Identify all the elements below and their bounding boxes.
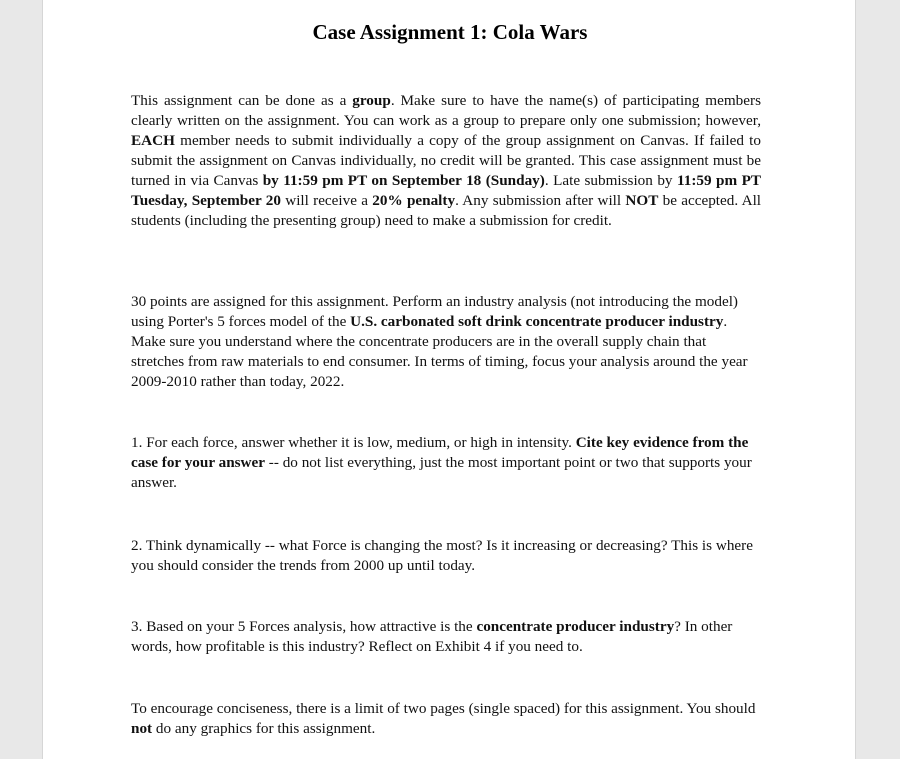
bold-run: U.S. carbonated soft drink concentrate producer industry: [350, 313, 724, 330]
bold-run: not: [131, 720, 153, 737]
text-run: To encourage conciseness, there is a limit of two pages (single spaced) for this assignment. You should: [131, 700, 756, 717]
text-run: 30 points are assigned for this assignment. Perform an industry analysis (not introducing the model) using Porter's 5 forces model of the: [131, 293, 738, 330]
text-run: . Late submission by: [544, 172, 677, 189]
bold-run: NOT: [625, 192, 659, 209]
text-run: -- do not list everything, just the most important point or two that supports your answer.: [131, 454, 752, 491]
text-run: 1. For each force, answer whether it is low, medium, or high in intensity.: [131, 434, 576, 451]
paragraph-points-overview: [131, 292, 761, 392]
document-title: Case Assignment 1: Cola Wars: [312, 20, 588, 44]
text-run: ? In other words, how profitable is this industry? Reflect on Exhibit 4 if you need to.: [131, 618, 733, 655]
bold-run: Cite key evidence from the case for your answer: [131, 434, 749, 471]
paragraph-question-3: [131, 617, 761, 657]
paragraph-question-1: [131, 433, 761, 493]
bold-run: 11:59 pm PT Tuesday, September 20: [131, 172, 761, 209]
paragraph-group-submission: [131, 91, 761, 231]
bold-run: EACH: [131, 132, 175, 149]
paragraph-page-limit: [131, 699, 761, 739]
text-run: be accepted. All students (including the presenting group) need to make a submission for credit.: [131, 192, 762, 229]
text-run: 2. Think dynamically -- what Force is changing the most? Is it increasing or decreasing? This is where you should consider the trends from 2000 up until today.: [131, 537, 753, 574]
text-run: do any graphics for this assignment.: [152, 720, 376, 737]
text-run: . Any submission after will: [455, 192, 626, 209]
bold-run: concentrate producer industry: [476, 618, 675, 635]
bold-run: group: [352, 92, 391, 109]
text-run: 3. Based on your 5 Forces analysis, how attractive is the: [131, 618, 477, 635]
document-page: [42, 0, 856, 759]
bold-run: by 11:59 pm PT on September 18 (Sunday): [262, 172, 545, 189]
text-run: member needs to submit individually a copy of the group assignment on Canvas. If failed to submit the assignment on Canvas individually, no credit will be granted. This case assignment must be turned in via Canvas: [131, 132, 761, 189]
text-run: This assignment can be done as a: [131, 92, 353, 109]
text-run: . Make sure to have the name(s) of participating members clearly written on the assignment. You can work as a group to prepare only one submission; however,: [131, 92, 761, 129]
text-run: will receive a: [280, 192, 373, 209]
text-run: . Make sure you understand where the concentrate producers are in the overall supply chain that stretches from raw materials to end consumer. In terms of timing, focus your analysis around the year 2009-2010 rather than today, 2022.: [131, 313, 748, 390]
bold-run: 20% penalty: [372, 192, 456, 209]
paragraph-question-2: [131, 536, 761, 576]
